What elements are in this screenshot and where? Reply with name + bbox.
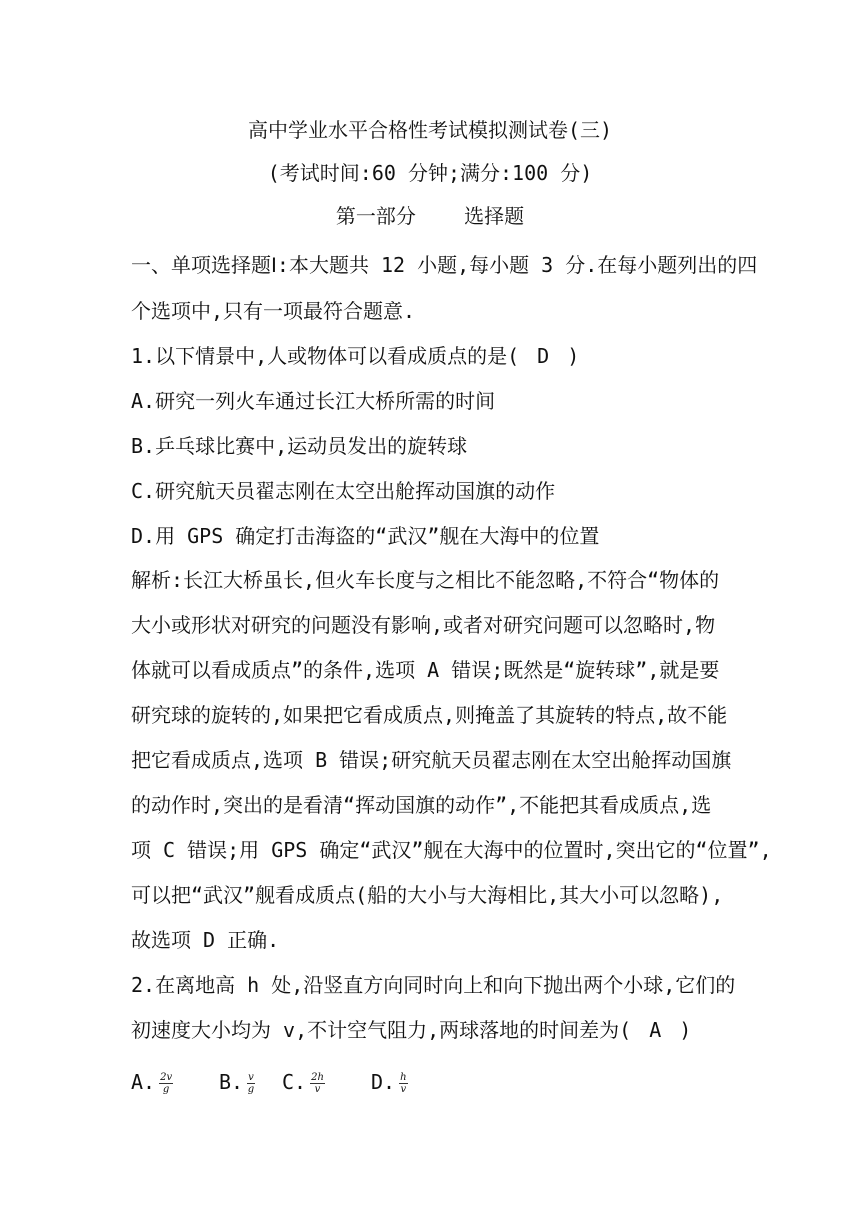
question-2-option-d	[371, 1070, 408, 1095]
fraction-denominator: v	[314, 1084, 321, 1095]
fraction-denominator: v	[400, 1084, 407, 1095]
question-1-answer: D	[537, 344, 550, 368]
fraction-numerator: v	[248, 1072, 254, 1083]
question-1-option-b: B.乒乓球比赛中,运动员发出的旋转球	[131, 434, 468, 458]
question-2-close: )	[679, 1018, 692, 1042]
section-intro-line-1: 一、单项选择题Ⅰ:本大题共 12 小题,每小题 3 分.在每小题列出的四	[131, 253, 758, 277]
analysis-line: 把它看成质点,选项 B 错误;研究航天员翟志刚在太空出舱挥动国旗	[131, 748, 732, 772]
question-2-answer: A	[649, 1018, 662, 1042]
option-label: C.	[282, 1070, 307, 1094]
question-2-text: 初速度大小均为 v,不计空气阻力,两球落地的时间差为(	[131, 1018, 632, 1042]
question-2-option-c	[282, 1070, 325, 1095]
analysis-line: 研究球的旋转的,如果把它看成质点,则掩盖了其旋转的特点,故不能	[131, 703, 728, 727]
question-2-stem-line-1: 2.在离地高 h 处,沿竖直方向同时向上和向下抛出两个小球,它们的	[131, 973, 736, 997]
fraction-denominator: g	[162, 1084, 170, 1095]
fraction-numerator: h	[400, 1072, 407, 1083]
analysis-line: 大小或形状对研究的问题没有影响,或者对研究问题可以忽略时,物	[131, 613, 716, 637]
analysis-line: 解析:长江大桥虽长,但火车长度与之相比不能忽略,不符合“物体的	[131, 568, 720, 592]
question-1-close: )	[567, 344, 580, 368]
option-label: B.	[219, 1070, 244, 1094]
fraction-numerator: 2v	[160, 1072, 173, 1083]
option-label: D.	[371, 1070, 396, 1094]
analysis-line: 故选项 D 正确.	[131, 928, 280, 952]
question-1-option-d: D.用 GPS 确定打击海盗的“武汉”舰在大海中的位置	[131, 524, 600, 548]
section-intro-line-2: 个选项中,只有一项最符合题意.	[131, 299, 416, 323]
part-heading: 第一部分 选择题	[335, 204, 525, 228]
question-2-option-a	[131, 1070, 173, 1095]
analysis-line: 体就可以看成质点”的条件,选项 A 错误;既然是“旋转球”,就是要	[131, 658, 720, 682]
question-1-option-c: C.研究航天员翟志刚在太空出舱挥动国旗的动作	[131, 479, 556, 503]
fraction	[159, 1072, 173, 1095]
fraction	[310, 1072, 325, 1095]
analysis-line: 项 C 错误;用 GPS 确定“武汉”舰在大海中的位置时,突出它的“位置”,	[131, 838, 772, 862]
fraction	[399, 1072, 407, 1095]
question-1-stem	[131, 344, 579, 368]
question-2-stem-line-2	[131, 1018, 691, 1042]
question-1-option-a: A.研究一列火车通过长江大桥所需的时间	[131, 389, 496, 413]
option-label: A.	[131, 1070, 156, 1094]
fraction	[247, 1072, 255, 1095]
analysis-line: 的动作时,突出的是看清“挥动国旗的动作”,不能把其看成质点,选	[131, 793, 712, 817]
fraction-denominator: g	[247, 1084, 255, 1095]
question-1-text: 1.以下情景中,人或物体可以看成质点的是(	[131, 344, 520, 368]
fraction-numerator: 2h	[311, 1072, 324, 1083]
analysis-line: 可以把“武汉”舰看成质点(船的大小与大海相比,其大小可以忽略),	[131, 883, 724, 907]
question-2-option-b	[219, 1070, 255, 1095]
exam-subtitle: (考试时间:60 分钟;满分:100 分)	[267, 161, 593, 185]
exam-title: 高中学业水平合格性考试模拟测试卷(三)	[247, 118, 613, 142]
